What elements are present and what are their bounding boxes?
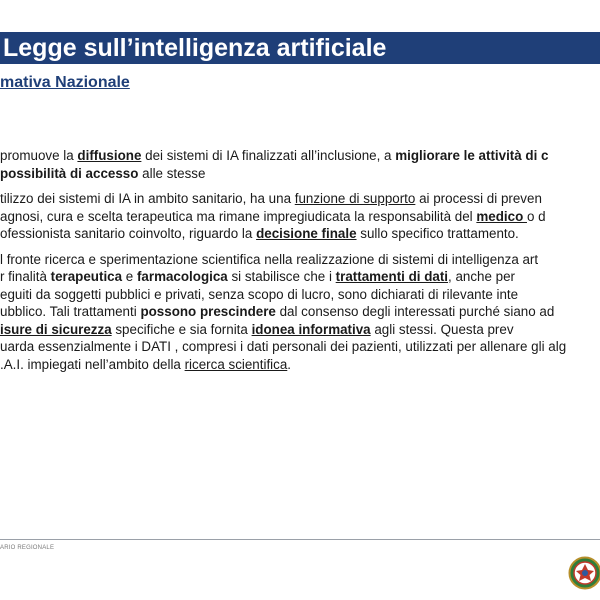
text-segment: dal consenso degli interessati purché siano ad (275, 304, 555, 319)
text-segment: ubblico. Tali trattamenti (0, 304, 141, 319)
text-line (0, 147, 600, 165)
text-segment: alle stesse (138, 165, 206, 181)
underlined-term: medico (476, 208, 527, 224)
text-segment: . (287, 356, 292, 372)
regional-crest-icon (568, 556, 600, 590)
text-segment: o d (526, 208, 546, 224)
text-line (0, 286, 600, 304)
paragraph (0, 251, 600, 374)
underlined-term: ricerca scientifica (184, 356, 288, 372)
text-line (0, 251, 600, 269)
underlined-term: decisione finale (256, 226, 357, 241)
bold-term: possibilità di accesso (0, 165, 139, 181)
text-segment: , anche per (448, 269, 516, 284)
text-line (0, 303, 600, 321)
paragraph (0, 147, 600, 182)
text-segment: agnosi, cura e scelta terapeutica ma rimane impregiudicata la responsabilità del (0, 208, 477, 224)
text-line (0, 208, 600, 226)
underlined-term: funzione di supporto (294, 191, 416, 206)
bold-term: migliorare le attività di c (395, 148, 549, 163)
text-line (0, 225, 600, 243)
paragraph (0, 190, 600, 243)
underlined-term: idonea informativa (251, 321, 371, 337)
text-line (0, 356, 600, 374)
bold-term: farmacologica (136, 269, 228, 284)
section-subtitle: mativa Nazionale (0, 74, 130, 91)
slide-body (0, 147, 600, 381)
text-segment: tilizzo dei sistemi di IA in ambito sanitario, ha una (0, 191, 295, 206)
text-segment: sullo specifico trattamento. (356, 226, 519, 241)
footer-divider (0, 539, 600, 540)
text-line (0, 321, 600, 339)
text-segment: si stabilisce che i (227, 269, 336, 284)
footer-label: ARIO REGIONALE (0, 545, 55, 551)
title-bar (0, 32, 600, 64)
underlined-term: isure di sicurezza (0, 321, 112, 337)
text-segment: specifiche e sia fornita (111, 321, 252, 337)
underlined-term: trattamenti di dati (335, 269, 449, 284)
text-segment: dei sistemi di IA finalizzati all’inclusione, a (141, 148, 396, 163)
text-segment: r finalità (0, 269, 51, 284)
text-line (0, 338, 600, 356)
text-line (0, 165, 600, 183)
text-segment: eguiti da soggetti pubblici e privati, senza scopo di lucro, sono dichiarati di rilevante inte (0, 286, 519, 302)
text-segment: agli stessi. Questa prev (370, 321, 514, 337)
bold-term: possono prescindere (140, 304, 276, 319)
text-segment: .A.I. impiegati nell’ambito della (0, 356, 185, 372)
slide-title: Legge sull’intelligenza artificiale (3, 34, 387, 62)
underlined-term: diffusione (77, 148, 142, 163)
bold-term: terapeutica (50, 269, 123, 284)
text-segment: e (122, 269, 137, 284)
text-segment: uarda essenzialmente i DATI , compresi i dati personali dei pazienti, utilizzati per allenare gli alg (0, 339, 567, 354)
text-segment: ai processi di preven (415, 191, 542, 206)
text-segment: ofessionista sanitario coinvolto, riguardo la (0, 226, 257, 241)
text-segment: l fronte ricerca e sperimentazione scientifica nella realizzazione di sistemi di intelligenza art (0, 251, 539, 267)
text-line (0, 268, 600, 286)
text-line (0, 190, 600, 208)
text-segment: promuove la (0, 148, 78, 163)
